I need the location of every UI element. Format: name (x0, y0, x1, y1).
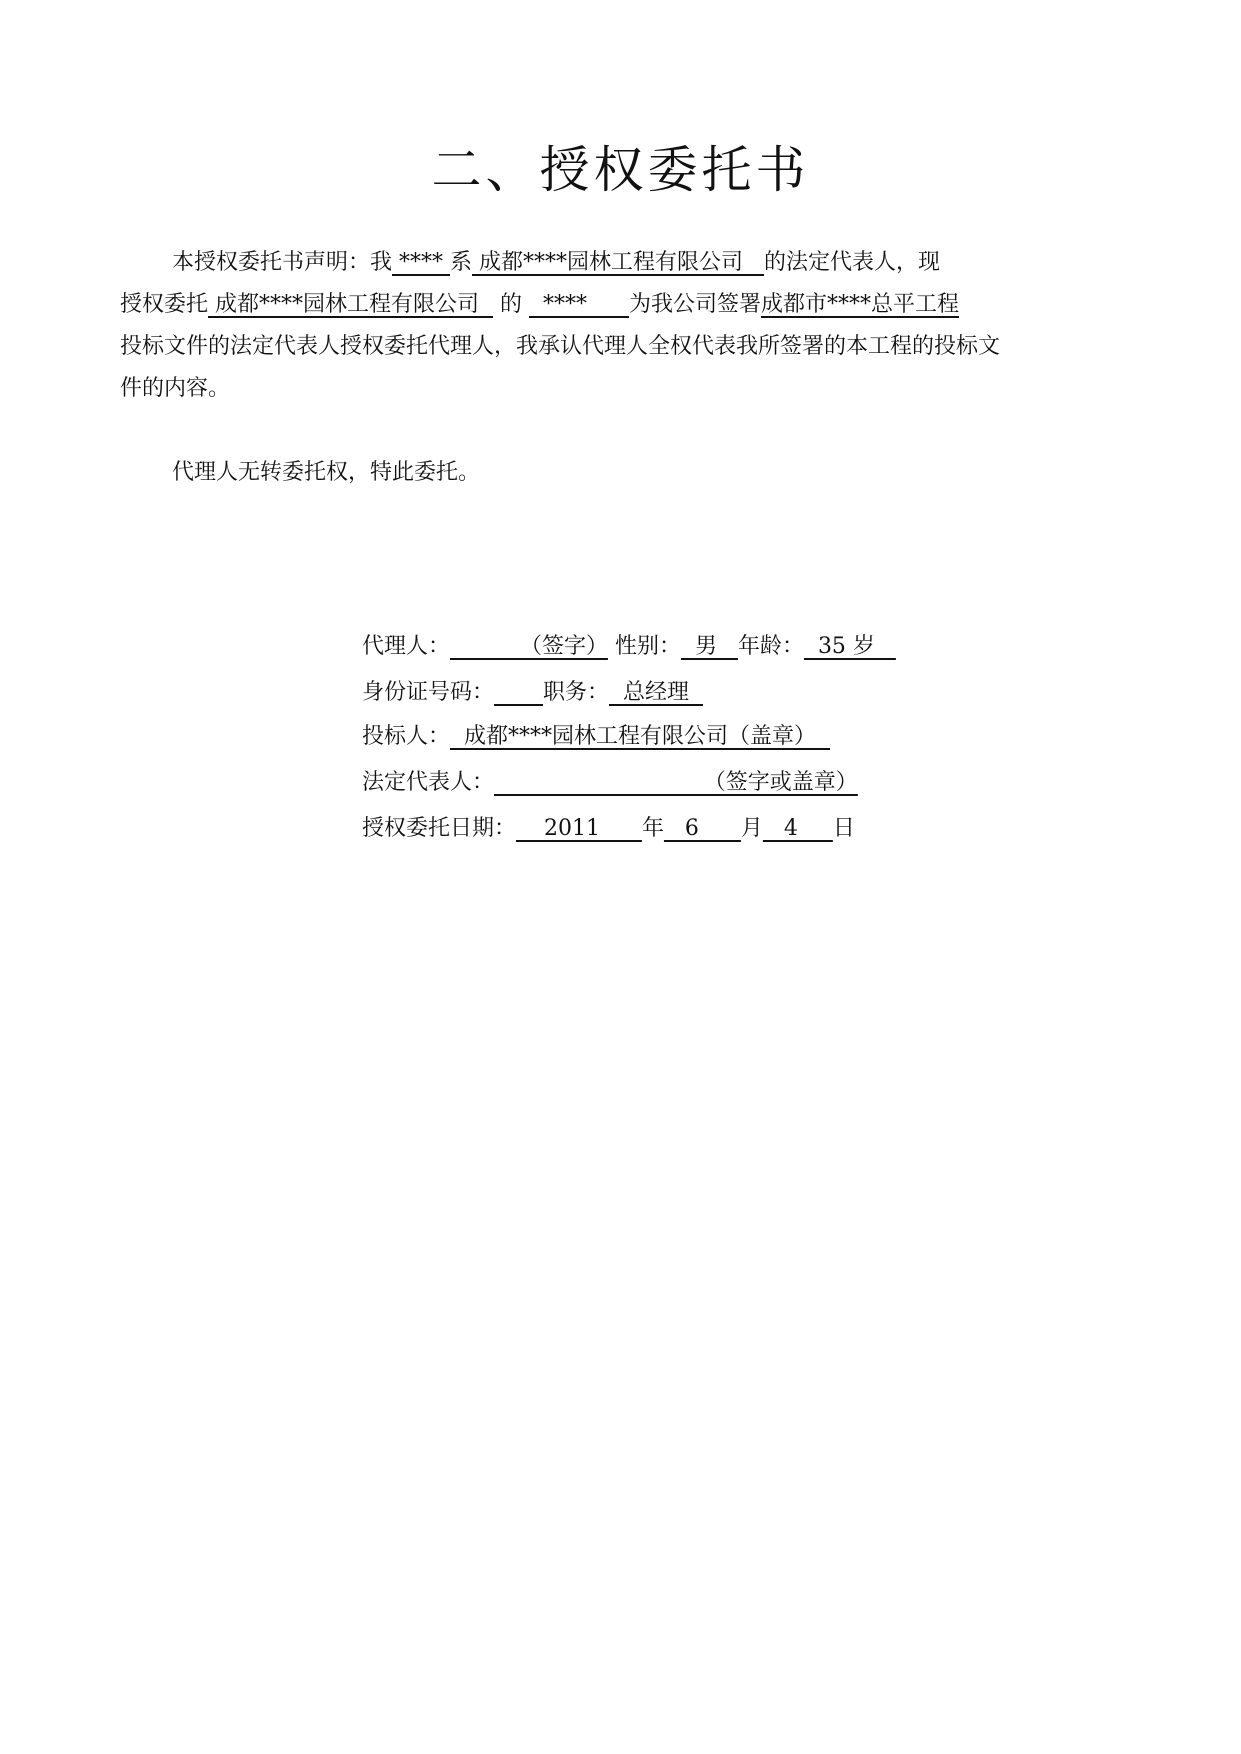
statement-xi: 系 (450, 250, 473, 275)
statement-line-2 (120, 288, 959, 322)
no-delegation-clause: 代理人无转委托权，特此委托。 (172, 460, 481, 485)
authorize-sign: 为我公司签署 (628, 292, 761, 317)
gender-label: 性别： (614, 634, 681, 659)
authorize-de: 的 (493, 292, 529, 317)
position-field: 总经理 (608, 680, 703, 705)
statement-line-4: 件的内容。 (120, 376, 231, 401)
statement-line-1 (172, 246, 940, 280)
age-field: 35 岁 (803, 634, 896, 659)
agent-row (362, 630, 896, 664)
year-field: 2011 (516, 816, 642, 841)
gender-field: 男 (680, 634, 738, 659)
project-name-field: 成都市****总平工程 (760, 292, 959, 317)
bidder-row (362, 720, 830, 754)
day-field: 4 (762, 816, 833, 841)
bidder-field: 成都****园林工程有限公司（盖章） (450, 724, 830, 749)
statement-suffix: 的法定代表人，现 (764, 250, 941, 275)
age-label: 年龄： (737, 634, 804, 659)
statement-line-3: 投标文件的法定代表人授权委托代理人，我承认代理人全权代表我所签署的本工程的投标文 (120, 334, 1001, 359)
statement-prefix: 本授权委托书声明：我 (172, 250, 393, 275)
date-label: 授权委托日期： (362, 816, 517, 841)
month-label: 月 (740, 816, 763, 841)
id-number-field (494, 680, 543, 705)
legal-rep-label: 法定代表人： (362, 770, 495, 795)
bidder-label: 投标人： (362, 724, 451, 749)
agent-signature-field: （签字） (450, 634, 608, 659)
document-title: 二、授权委托书 (431, 141, 810, 199)
id-label: 身份证号码： (362, 680, 495, 705)
legal-rep-signature-field: （签字或盖章） (494, 770, 858, 795)
agent-label: 代理人： (362, 634, 451, 659)
legal-rep-name-field: **** (392, 250, 451, 275)
authorized-company-field: 成都****园林工程有限公司 (208, 292, 493, 317)
date-row (362, 812, 855, 846)
agent-name-field: **** (529, 292, 629, 317)
company-name-field: 成都****园林工程有限公司 (472, 250, 765, 275)
authorize-prefix: 授权委托 (120, 292, 209, 317)
position-label: 职务： (542, 680, 609, 705)
id-row (362, 676, 703, 710)
day-label: 日 (832, 816, 855, 841)
legal-rep-row (362, 766, 858, 800)
year-label: 年 (641, 816, 664, 841)
month-field: 6 (663, 816, 741, 841)
